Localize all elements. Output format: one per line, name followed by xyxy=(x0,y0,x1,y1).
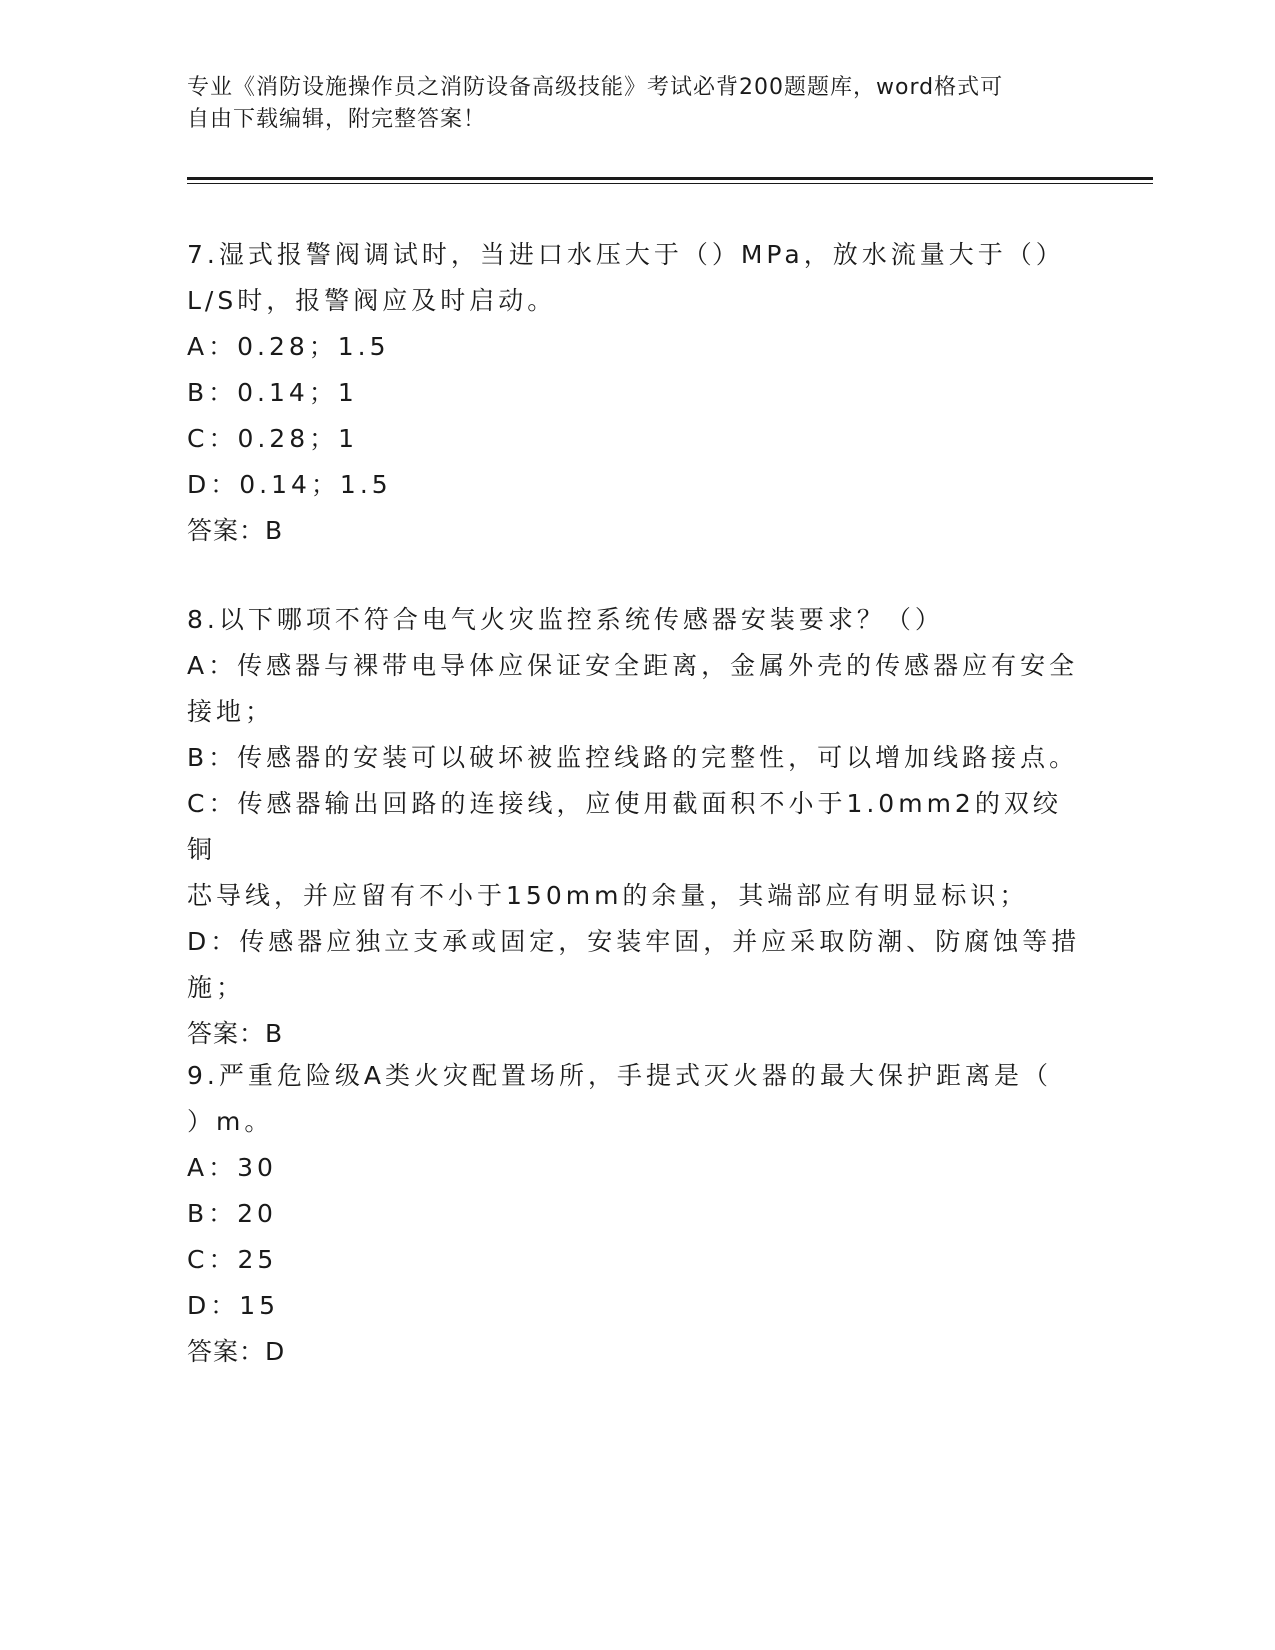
option-b: B：0.14；1 xyxy=(187,378,358,407)
answer: 答案：B xyxy=(187,1019,284,1048)
question-stem-line: L/S时，报警阀应及时启动。 xyxy=(187,286,557,315)
option-d: D：15 xyxy=(187,1291,280,1320)
answer: 答案：B xyxy=(187,516,284,545)
question-7 xyxy=(187,232,1087,554)
document-header xyxy=(187,72,1067,136)
question-stem-line: 8.以下哪项不符合电气火灾监控系统传感器安装要求？（） xyxy=(187,605,944,634)
question-stem-line: 7.湿式报警阀调试时，当进口水压大于（）MPa，放水流量大于（） xyxy=(187,240,1065,269)
option-b: B：20 xyxy=(187,1199,277,1228)
header-line-2: 自由下载编辑，附完整答案！ xyxy=(187,107,487,132)
header-line-1: 专业《消防设施操作员之消防设备高级技能》考试必背200题题库，word格式可 xyxy=(187,75,1004,100)
question-8 xyxy=(187,597,1087,1057)
option-a-continued: 接地； xyxy=(187,697,275,726)
option-c: C：传感器输出回路的连接线，应使用截面积不小于1.0mm2的双绞铜 xyxy=(187,789,1062,864)
option-d: D：0.14；1.5 xyxy=(187,470,392,499)
question-9 xyxy=(187,1053,1087,1375)
option-a: A：30 xyxy=(187,1153,277,1182)
option-c: C：25 xyxy=(187,1245,278,1274)
option-d-continued: 施； xyxy=(187,973,246,1002)
option-c-continued: 芯导线，并应留有不小于150mm的余量，其端部应有明显标识； xyxy=(187,881,1029,910)
question-stem-line: ）m。 xyxy=(187,1107,274,1136)
option-a: A：0.28；1.5 xyxy=(187,332,390,361)
option-b: B：传感器的安装可以破坏被监控线路的完整性，可以增加线路接点。 xyxy=(187,743,1079,772)
header-divider-thick xyxy=(187,177,1153,180)
question-stem-line: 9.严重危险级A类火灾配置场所，手提式灭火器的最大保护距离是（ xyxy=(187,1061,1052,1090)
option-d: D：传感器应独立支承或固定，安装牢固，并应采取防潮、防腐蚀等措 xyxy=(187,927,1081,956)
header-divider-thin xyxy=(187,183,1153,184)
option-c: C：0.28；1 xyxy=(187,424,359,453)
answer: 答案：D xyxy=(187,1337,286,1366)
option-a: A：传感器与裸带电导体应保证安全距离，金属外壳的传感器应有安全 xyxy=(187,651,1079,680)
